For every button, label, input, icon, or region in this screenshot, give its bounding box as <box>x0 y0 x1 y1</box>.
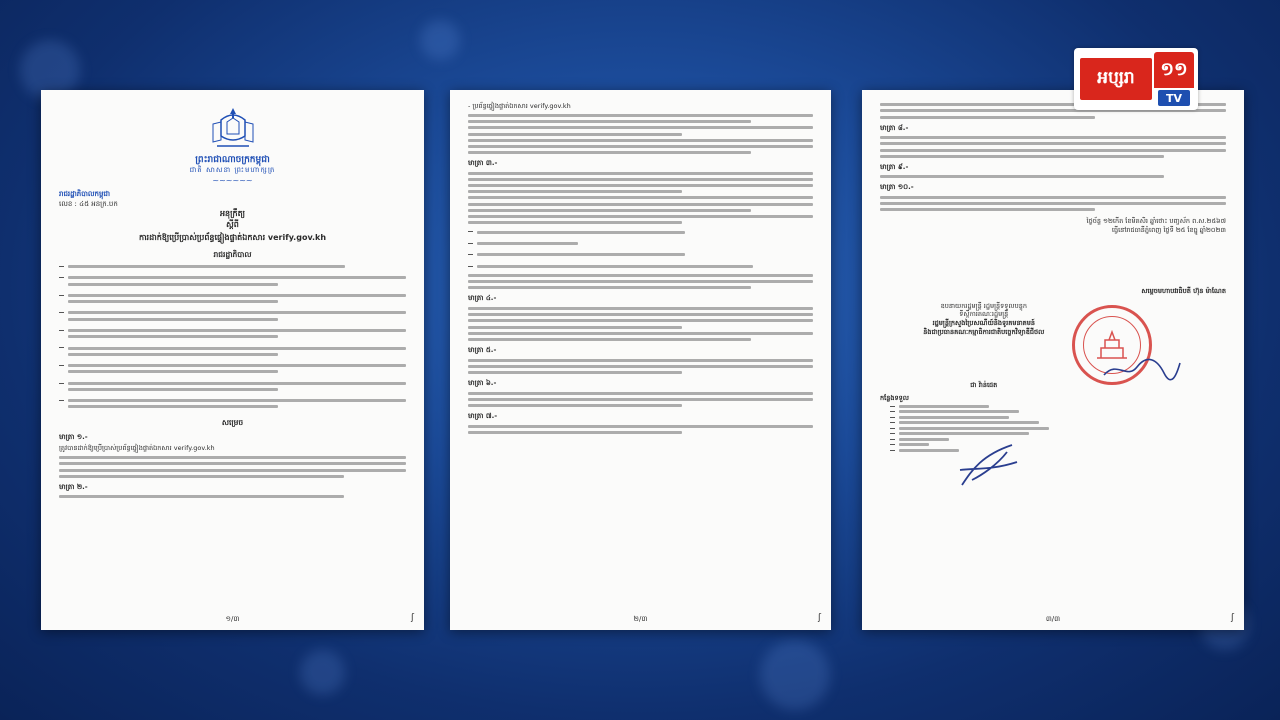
signature-image <box>1102 355 1182 385</box>
list-item <box>59 361 406 377</box>
cosign-line: ឧបនាយករដ្ឋមន្ត្រី រដ្ឋមន្ត្រីទទួលបន្ទុក <box>940 301 1027 310</box>
national-motto: ជាតិ សាសនា ព្រះមហាក្សត្រ <box>189 166 276 175</box>
list-item <box>890 405 1226 408</box>
document-title: ការដាក់ឱ្យប្រើប្រាស់ប្រព័ន្ធផ្ទៀងផ្ទាត់ឯកសារ verify.gov.kh <box>138 232 327 242</box>
article-text: ត្រូវបានដាក់ឱ្យប្រើប្រាស់ប្រព័ន្ធផ្ទៀងផ្ទាត់ឯកសារ verify.gov.kh <box>59 444 215 453</box>
list-item <box>468 262 813 271</box>
article-heading: មាត្រា ២.- <box>59 482 88 491</box>
document-page-2 <box>450 90 831 630</box>
article-heading: មាត្រា ៩.- <box>880 162 909 171</box>
preamble-list <box>59 262 406 412</box>
date-lunar: ថ្ងៃច័ន្ទ ១២កើត ខែមិគសិរ ឆ្នាំថោះ បញ្ចស័ក ព.ស.២៥៦៧ <box>1086 217 1226 226</box>
page-number: ៣/៣ <box>1045 614 1061 623</box>
cc-list <box>880 405 1226 452</box>
kingdom-heading: ព្រះរាជាណាចក្រកម្ពុជា <box>195 155 270 165</box>
channel-logo <box>1074 48 1198 110</box>
cosign-line: រដ្ឋមន្ត្រីក្រសួងប្រៃសណីយ៍និងទូរគមនាគមន៍ <box>932 319 1036 328</box>
article-heading: មាត្រា ៨.- <box>880 123 909 132</box>
list-item <box>59 326 406 342</box>
initial-mark: ʃ <box>817 612 821 623</box>
document-type: អនុក្រឹត្យ <box>219 209 246 219</box>
list-item <box>890 438 1226 441</box>
list-item <box>59 273 406 289</box>
decorative-divider: ~~~~~~ <box>212 175 253 185</box>
logo-number: ១១ <box>1154 52 1194 88</box>
signature-image <box>952 440 1022 490</box>
initial-mark: ʃ <box>410 612 414 623</box>
cc-heading: កន្លែងទទួល <box>880 393 909 402</box>
issuing-authority: រាជរដ្ឋាភិបាលកម្ពុជា <box>59 190 111 199</box>
article-heading: មាត្រា ៥.- <box>468 346 497 355</box>
section-heading: រាជរដ្ឋាភិបាល <box>213 249 252 259</box>
document-number: លេខ : ៤៥ អនក្រ.បក <box>59 199 118 208</box>
cosign-line: និងជាប្រធានគណៈកម្មាធិការជាតិបច្ចេកវិទ្យាឌីជីថល <box>923 327 1045 336</box>
list-item <box>59 308 406 324</box>
cosigner-name: ជា វ៉ាន់ដេត <box>970 380 998 389</box>
page-number: ២/៣ <box>633 614 648 623</box>
document-about: ស្តីពី <box>226 220 239 230</box>
article-heading: មាត្រា ១.- <box>59 432 88 441</box>
list-item <box>468 239 813 248</box>
royal-crest-icon <box>207 106 259 152</box>
list-item <box>59 343 406 359</box>
decision-heading: សម្រេច <box>221 417 244 427</box>
article-heading: មាត្រា ៣.- <box>468 159 498 168</box>
list-item <box>890 443 1226 446</box>
signatory-name: សម្តេចមហាបវរធិបតី ហ៊ុន ម៉ាណែត <box>1141 286 1226 295</box>
list-item <box>890 449 1226 452</box>
article-heading: មាត្រា ១០.- <box>880 183 914 192</box>
logo-tv-badge: TV <box>1158 90 1190 106</box>
article-heading: មាត្រា ៤.- <box>468 294 497 303</box>
article-heading: មាត្រា ៦.- <box>468 379 497 388</box>
list-item <box>59 262 406 271</box>
list-item <box>890 421 1226 424</box>
document-page-3 <box>862 90 1244 630</box>
cosign-line: ទីស្តីការគណៈរដ្ឋមន្ត្រី <box>959 310 1009 319</box>
logo-apsara-label: APSARA <box>1162 84 1186 90</box>
article-heading: មាត្រា ៧.- <box>468 412 498 421</box>
list-item <box>890 416 1226 419</box>
list-item <box>890 427 1226 430</box>
document-page-1 <box>41 90 424 630</box>
list-item <box>59 291 406 307</box>
initial-mark: ʃ <box>1230 612 1234 623</box>
list-item <box>468 250 813 259</box>
background-light <box>760 640 830 710</box>
background-light <box>420 20 460 60</box>
list-item <box>890 432 1226 435</box>
list-item <box>59 396 406 412</box>
list-item <box>890 410 1226 413</box>
list-item <box>59 379 406 395</box>
date-gregorian: ធ្វើនៅរាជធានីភ្នំពេញ ថ្ងៃទី ២៥ ខែធ្នូ ឆ្នាំ២០២៣ <box>1111 226 1226 235</box>
logo-name: អប្សរា <box>1080 58 1152 100</box>
page-number: ១/៣ <box>225 614 240 623</box>
background-light <box>300 650 345 695</box>
system-line: - ប្រព័ន្ធផ្ទៀងផ្ទាត់ឯកសារ verify.gov.kh <box>468 102 571 110</box>
list-item <box>468 227 813 236</box>
